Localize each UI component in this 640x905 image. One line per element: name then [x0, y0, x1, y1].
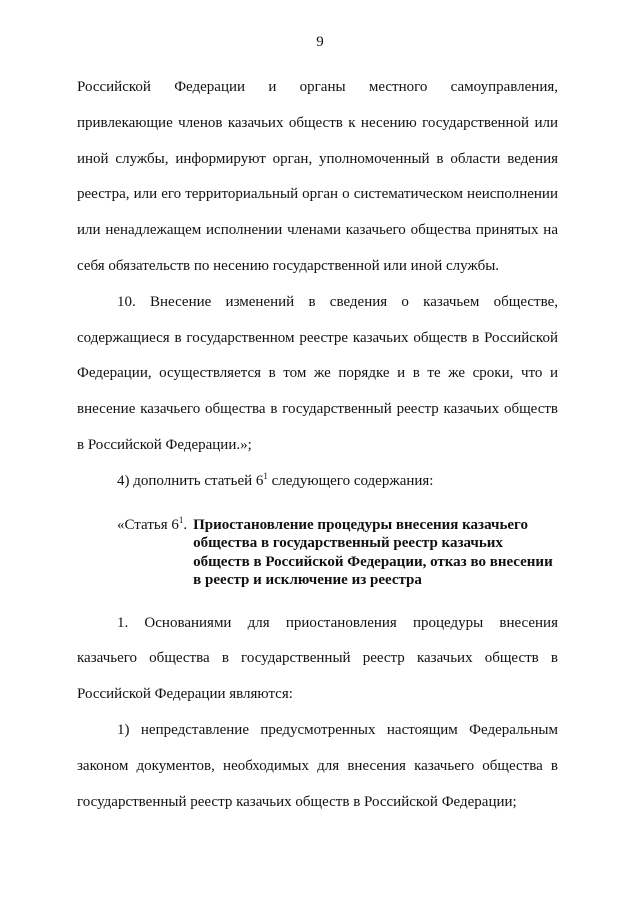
item4-superscript: 1 [263, 470, 268, 481]
paragraph-continuation: Российской Федерации и органы местного самоуправления, привлекающие членов казачьих обществ к несению государственной или иной службы, информируют орган, уполномоченный в области ведения реестра, или его территориальный орган о систематическом неисполнении или ненадлежащем исполнении членами казачьего общества принятых на себя обязательств по несению государственной или иной службы. [77, 79, 558, 274]
paragraph-item-10: 10. Внесение изменений в сведения о казачьем обществе, содержащиеся в государственном реестре казачьих обществ в Российской Федерации, осуществляется в том же порядке и в те же сроки, что и внесение казачьего общества в государственный реестр казачьих обществ в Российской Федерации.»; [77, 293, 558, 453]
paragraph-item-1: 1. Основаниями для приостановления процедуры внесения казачьего общества в государственный реестр казачьих обществ в Российской Федерации являются: [77, 614, 558, 703]
paragraph-subitem-1: 1) непредставление предусмотренных настоящим Федеральным законом документов, необходимых для внесения казачьего общества в государственный реестр казачьих обществ в Российской Федерации; [77, 721, 558, 810]
page-number: 9 [316, 34, 324, 50]
article-label-prefix: «Статья 6 [117, 516, 179, 533]
document-body [77, 70, 558, 820]
article-label-suffix: . [183, 516, 188, 533]
item4-text-end: следующего содержания: [267, 472, 434, 489]
article-heading [117, 516, 558, 590]
article-label [117, 516, 187, 590]
item4-text: 4) дополнить статьей 6 [117, 472, 264, 489]
article-title: Приостановление процедуры внесения казачьего общества в государственный реестр казачьих обществ в Российской Федерации, отказ во внесении в реестр и исключение из реестра [193, 516, 553, 589]
paragraph-item-4 [77, 464, 558, 500]
article-label-superscript: 1 [178, 514, 184, 525]
